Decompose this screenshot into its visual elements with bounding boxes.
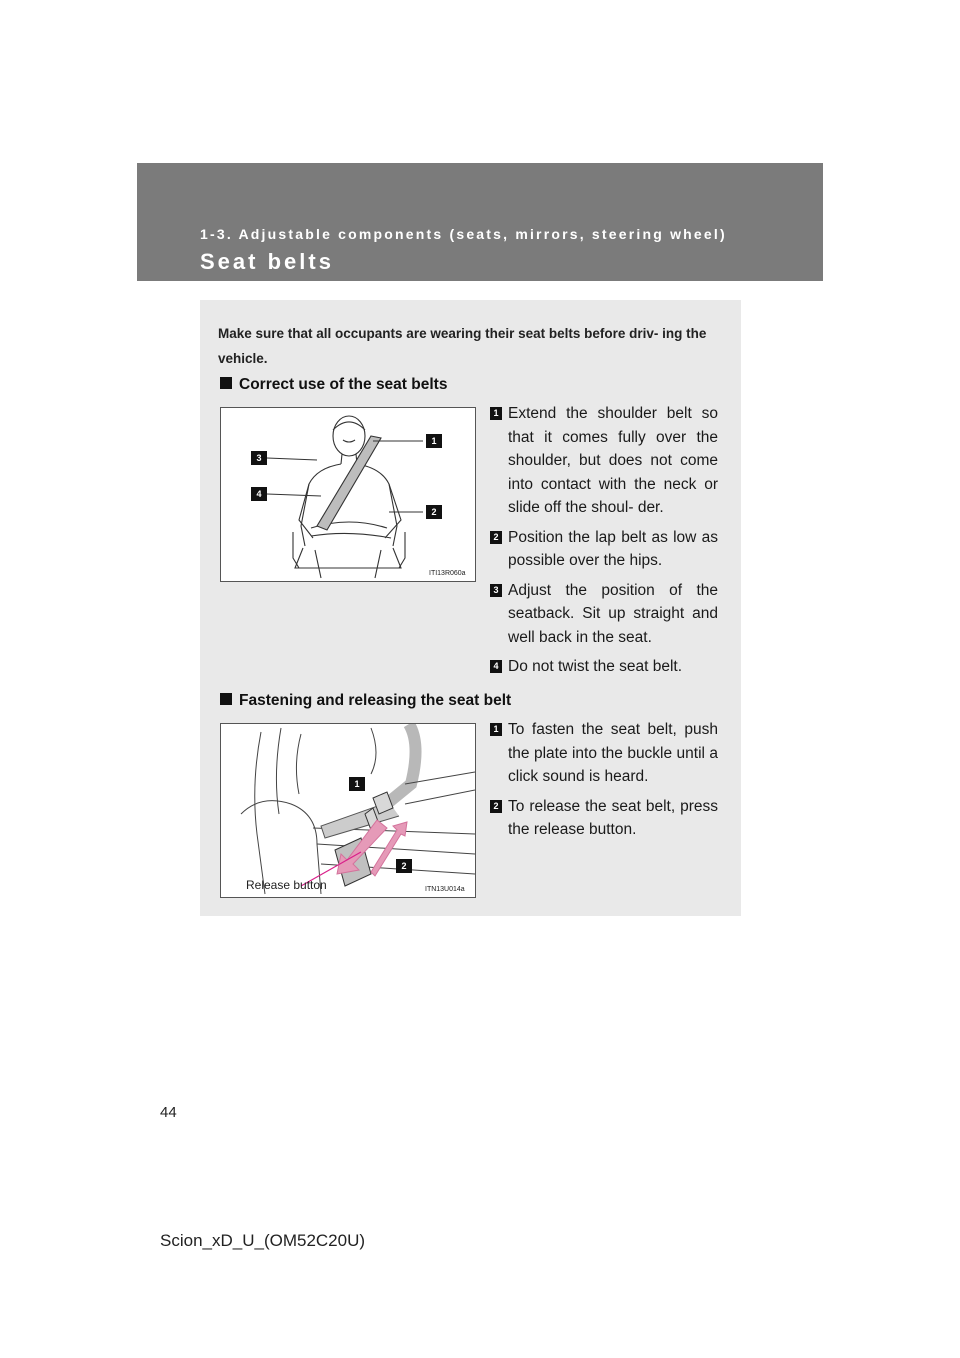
square-bullet-icon	[220, 377, 232, 389]
page-title: Seat belts	[200, 249, 334, 274]
intro-text: Make sure that all occupants are wearing their seat belts before driv- ing the vehicle.	[218, 326, 707, 366]
callout-1: 1	[426, 434, 442, 448]
callout-4: 4	[251, 487, 267, 501]
section-heading-correct-use: Correct use of the seat belts	[220, 376, 447, 394]
step-item: 2 Position the lap belt as low as possible over the hips.	[490, 526, 718, 573]
step-item: 4 Do not twist the seat belt.	[490, 655, 718, 679]
buckle-figure	[220, 723, 476, 898]
buckle-illustration	[221, 724, 475, 897]
section-heading-fastening: Fastening and releasing the seat belt	[220, 692, 511, 710]
step-item: 2 To release the seat belt, press the release button.	[490, 795, 718, 842]
fastening-steps	[490, 718, 718, 848]
step-item: 1 Extend the shoulder belt so that it comes fully over the shoulder, but does not come into contact with the neck or slide off the shoul- der.	[490, 402, 718, 520]
step-item: 3 Adjust the position of the seatback. Sit up straight and well back in the seat.	[490, 579, 718, 650]
callout-1: 1	[349, 777, 365, 791]
section-label: 1-3. Adjustable components (seats, mirrors, steering wheel)	[200, 226, 727, 242]
release-button-label: Release button	[246, 878, 327, 892]
document-id: Scion_xD_U_(OM52C20U)	[160, 1231, 366, 1250]
callout-2: 2	[396, 859, 412, 873]
seated-occupant-figure	[220, 407, 476, 582]
callout-2: 2	[426, 505, 442, 519]
page-number: 44	[160, 1104, 177, 1121]
figure-code: ITI13R060a	[429, 570, 466, 577]
figure-code: ITN13U014a	[425, 886, 465, 893]
square-bullet-icon	[220, 693, 232, 705]
step-item: 1 To fasten the seat belt, push the plate into the buckle until a click sound is heard.	[490, 718, 718, 789]
callout-3: 3	[251, 451, 267, 465]
correct-use-steps	[490, 402, 718, 685]
